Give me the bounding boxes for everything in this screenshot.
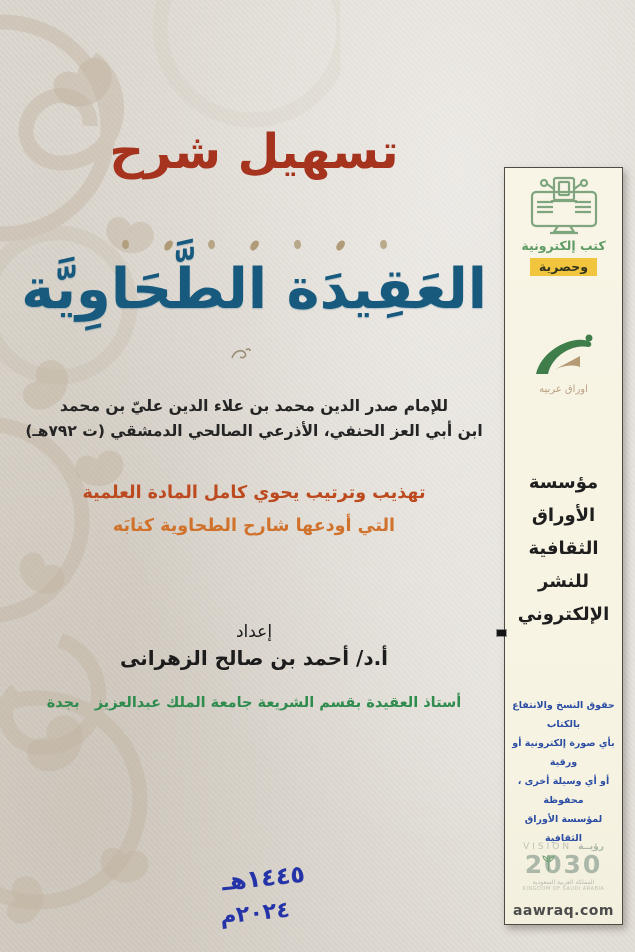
org-word: مؤسسة xyxy=(528,472,599,493)
vision-2030-logo xyxy=(505,842,622,892)
kingdom-name-ar: المملكة العربية السعودية xyxy=(532,879,595,887)
description-line-2: التي أودعها شارح الطحاوية كتابَه xyxy=(112,516,396,536)
publisher-website-link[interactable]: aawraq.com xyxy=(512,903,615,919)
org-word: للنشر xyxy=(538,571,589,592)
vision-year xyxy=(525,852,603,878)
title-diacritic-ornaments xyxy=(12,240,496,251)
copyright-notice xyxy=(505,696,622,848)
copyright-line: أو أي وسيلة أخرى ، محفوظة xyxy=(517,776,610,806)
gregorian-year: ٢٠٢٤م xyxy=(218,897,291,930)
exclusive-badge xyxy=(505,258,622,276)
preparer-title: أستاذ العقيدة بقسم الشريعة جامعة الملك عبدالعزيز بجدة xyxy=(46,695,462,711)
palm-icon xyxy=(542,855,555,871)
copyright-line: بأي صورة إلكترونية أو ورقية xyxy=(512,738,615,768)
vision-word-en: VISION xyxy=(523,842,573,852)
pretitle: تسهيل شرح xyxy=(109,124,399,180)
copyright-line: لمؤسسة الأوراق الثقافية xyxy=(524,814,603,844)
book-title: العَقِيدَة الطَّحَاوِيَّة xyxy=(21,257,487,322)
copyright-line: حقوق النسخ والانتفاع بالكتاب xyxy=(512,700,615,730)
publication-dates xyxy=(202,858,328,931)
vision-year-text: 2030 xyxy=(524,850,603,879)
organization-name xyxy=(505,466,622,631)
description xyxy=(12,477,496,543)
hijri-year: ١٤٤٥هـ xyxy=(220,859,307,897)
calligrapher-seal-icon xyxy=(230,346,252,362)
awraq-arabia-logo-icon xyxy=(505,334,622,380)
vision-word-ar: رؤيــة xyxy=(578,842,604,852)
org-word: الإلكتروني xyxy=(517,604,610,625)
author-attribution xyxy=(12,394,496,444)
author-line-1: للإمام صدر الدين محمد بن علاء الدين عليّ بن محمد xyxy=(59,397,449,415)
author-line-2: ابن أبي العز الحنفي، الأذرعي الصالحي الدمشقي (ت ٧٩٢هـ) xyxy=(25,422,483,440)
preparer-name: أ.د/ أحمد بن صالح الزهرانى xyxy=(119,646,389,670)
description-line-1: تهذيب وترتيب يحوي كامل المادة العلمية xyxy=(82,483,426,503)
ebook-monitor-icon xyxy=(505,176,622,236)
publisher-sidebar xyxy=(504,167,623,925)
org-word: الأوراق xyxy=(531,505,596,526)
ebooks-label: كتب إلكترونية xyxy=(521,238,606,253)
publisher-logo-text: اوراق عربيه xyxy=(539,384,588,395)
org-word: الثقافية xyxy=(528,538,599,559)
prepared-by-label: إعداد xyxy=(235,622,273,642)
exclusive-label: وحصرية xyxy=(530,258,597,276)
ink-mark xyxy=(497,630,506,636)
kingdom-name-en: KINGDOM OF SAUDI ARABIA xyxy=(522,886,605,893)
